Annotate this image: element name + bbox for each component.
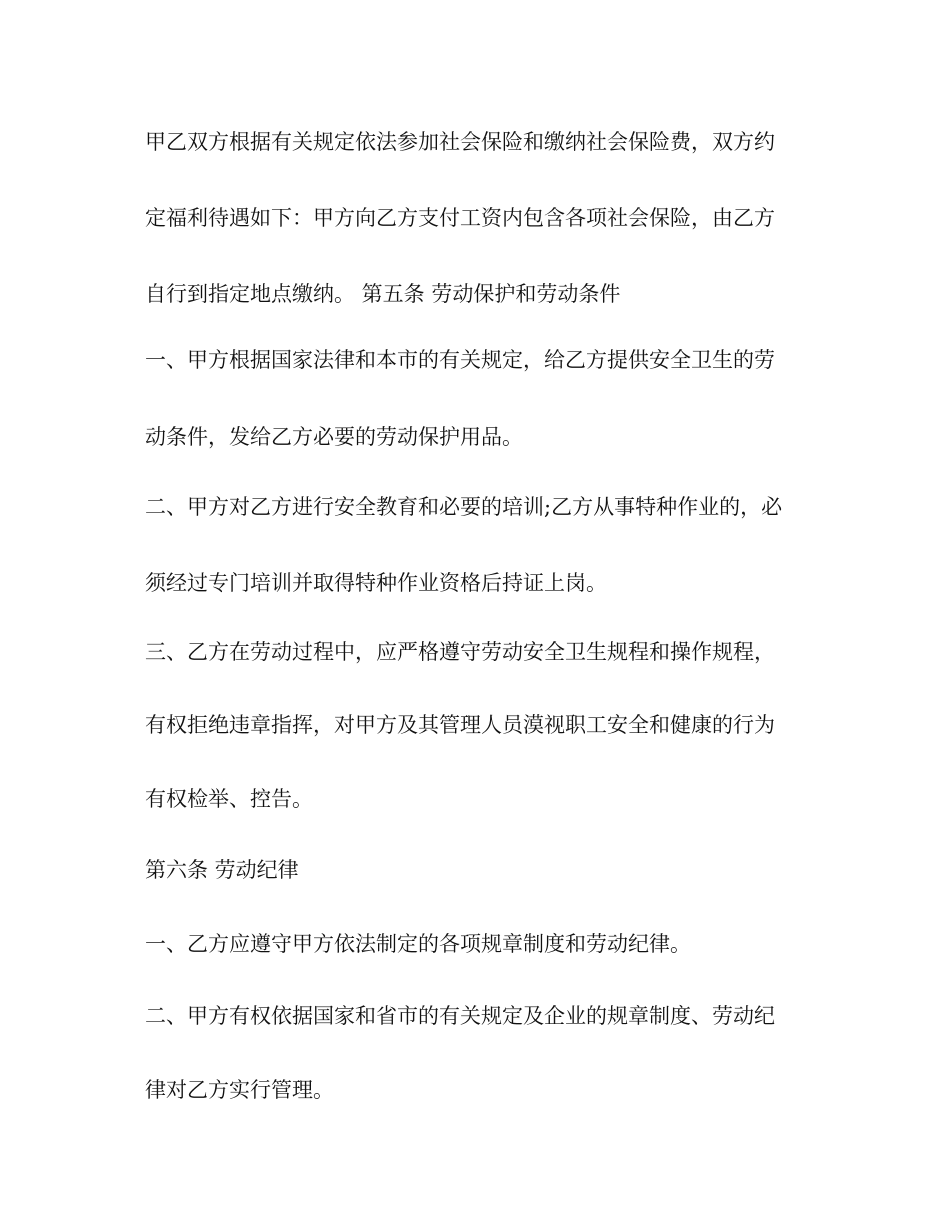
text-line: 二、甲方对乙方进行安全教育和必要的培训;乙方从事特种作业的，必: [145, 495, 783, 519]
text-line: 动条件，发给乙方必要的劳动保护用品。: [145, 425, 523, 449]
text-line: 三、乙方在劳动过程中，应严格遵守劳动安全卫生规程和操作规程，: [145, 640, 775, 664]
text-line: 须经过专门培训并取得特种作业资格后持证上岗。: [145, 571, 607, 595]
text-line: 二、甲方有权依据国家和省市的有关规定及企业的规章制度、劳动纪: [145, 1004, 775, 1028]
section-heading: 第六条 劳动纪律: [145, 858, 299, 882]
text-line: 有权拒绝违章指挥，对甲方及其管理人员漠视职工安全和健康的行为: [145, 713, 775, 737]
text-line: 律对乙方实行管理。: [145, 1078, 334, 1102]
text-line: 有权检举、控告。: [145, 787, 313, 811]
text-line: 一、甲方根据国家法律和本市的有关规定，给乙方提供安全卫生的劳: [145, 348, 775, 372]
text-line: 定福利待遇如下：甲方向乙方支付工资内包含各项社会保险，由乙方: [145, 206, 775, 230]
text-line: 甲乙双方根据有关规定依法参加社会保险和缴纳社会保险费，双方约: [145, 130, 775, 154]
text-line: 一、乙方应遵守甲方依法制定的各项规章制度和劳动纪律。: [145, 932, 691, 956]
text-line: 自行到指定地点缴纳。 第五条 劳动保护和劳动条件: [145, 282, 621, 306]
